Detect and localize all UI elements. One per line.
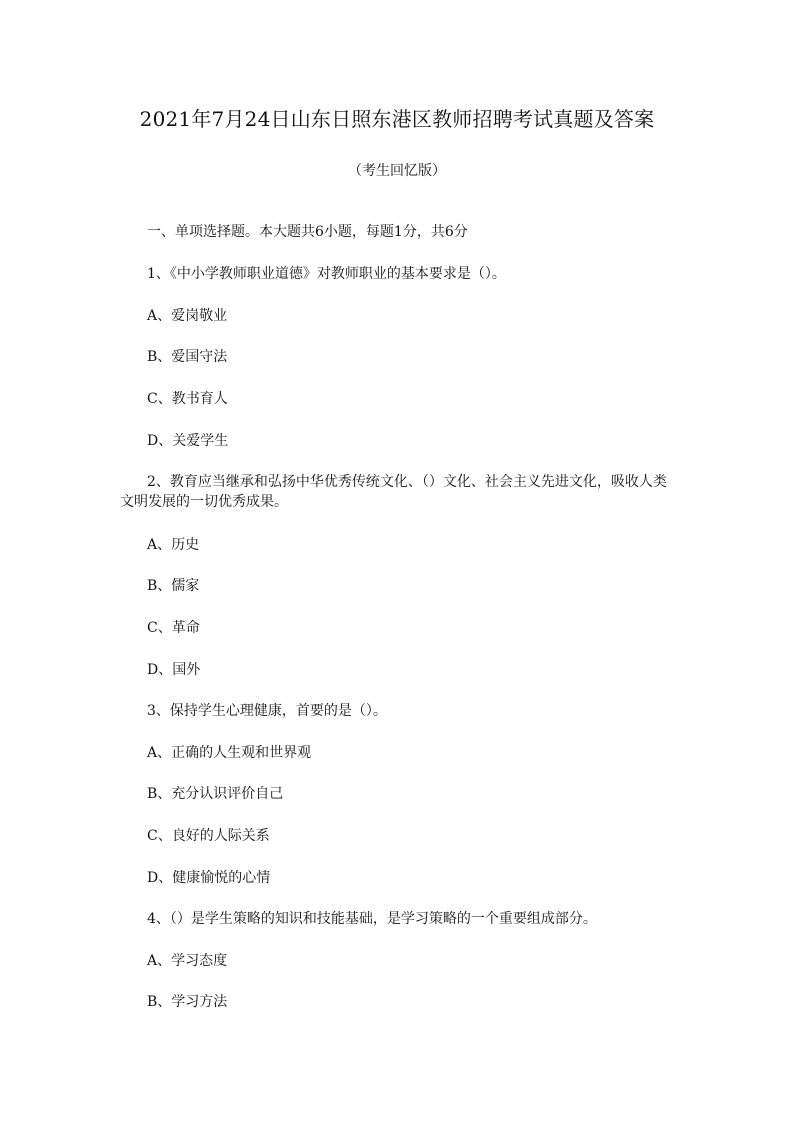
section-heading: 一、单项选择题。本大题共6小题，每题1分，共6分 bbox=[147, 224, 468, 240]
question-4-stem: 4、（）是学生策略的知识和技能基础，是学习策略的一个重要组成部分。 bbox=[147, 911, 597, 927]
question-1-option-b: B、爱国守法 bbox=[147, 349, 228, 365]
question-2-option-a: A、历史 bbox=[147, 537, 200, 553]
question-3-option-d: D、健康愉悦的心情 bbox=[147, 870, 271, 886]
question-2-stem bbox=[120, 472, 672, 512]
question-3-option-b: B、充分认识评价自己 bbox=[147, 786, 284, 802]
question-4-option-b: B、学习方法 bbox=[147, 994, 228, 1010]
question-1-option-a: A、爱岗敬业 bbox=[147, 308, 228, 324]
question-2-stem-line-2: 文明发展的一切优秀成果。 bbox=[120, 494, 288, 510]
question-2-option-c: C、革命 bbox=[147, 620, 200, 636]
question-2-option-b: B、儒家 bbox=[147, 578, 200, 594]
question-2-option-d: D、国外 bbox=[147, 662, 201, 678]
question-1-option-d: D、关爱学生 bbox=[147, 433, 229, 449]
question-4-option-a: A、学习态度 bbox=[147, 953, 228, 969]
question-3-option-a: A、正确的人生观和世界观 bbox=[147, 745, 312, 761]
question-1-option-c: C、教书育人 bbox=[147, 391, 228, 407]
question-2-stem-line-1: 2、教育应当继承和弘扬中华优秀传统文化、（）文化、社会主义先进文化，吸收人类 bbox=[147, 474, 667, 490]
question-3-option-c: C、良好的人际关系 bbox=[147, 828, 270, 844]
question-1-stem: 1、《中小学教师职业道德》对教师职业的基本要求是（）。 bbox=[147, 266, 506, 282]
question-3-stem: 3、保持学生心理健康，首要的是（）。 bbox=[147, 703, 387, 719]
document-subtitle: （考生回忆版） bbox=[348, 163, 446, 179]
document-title: 2021年7月24日山东日照东港区教师招聘考试真题及答案 bbox=[139, 107, 655, 131]
